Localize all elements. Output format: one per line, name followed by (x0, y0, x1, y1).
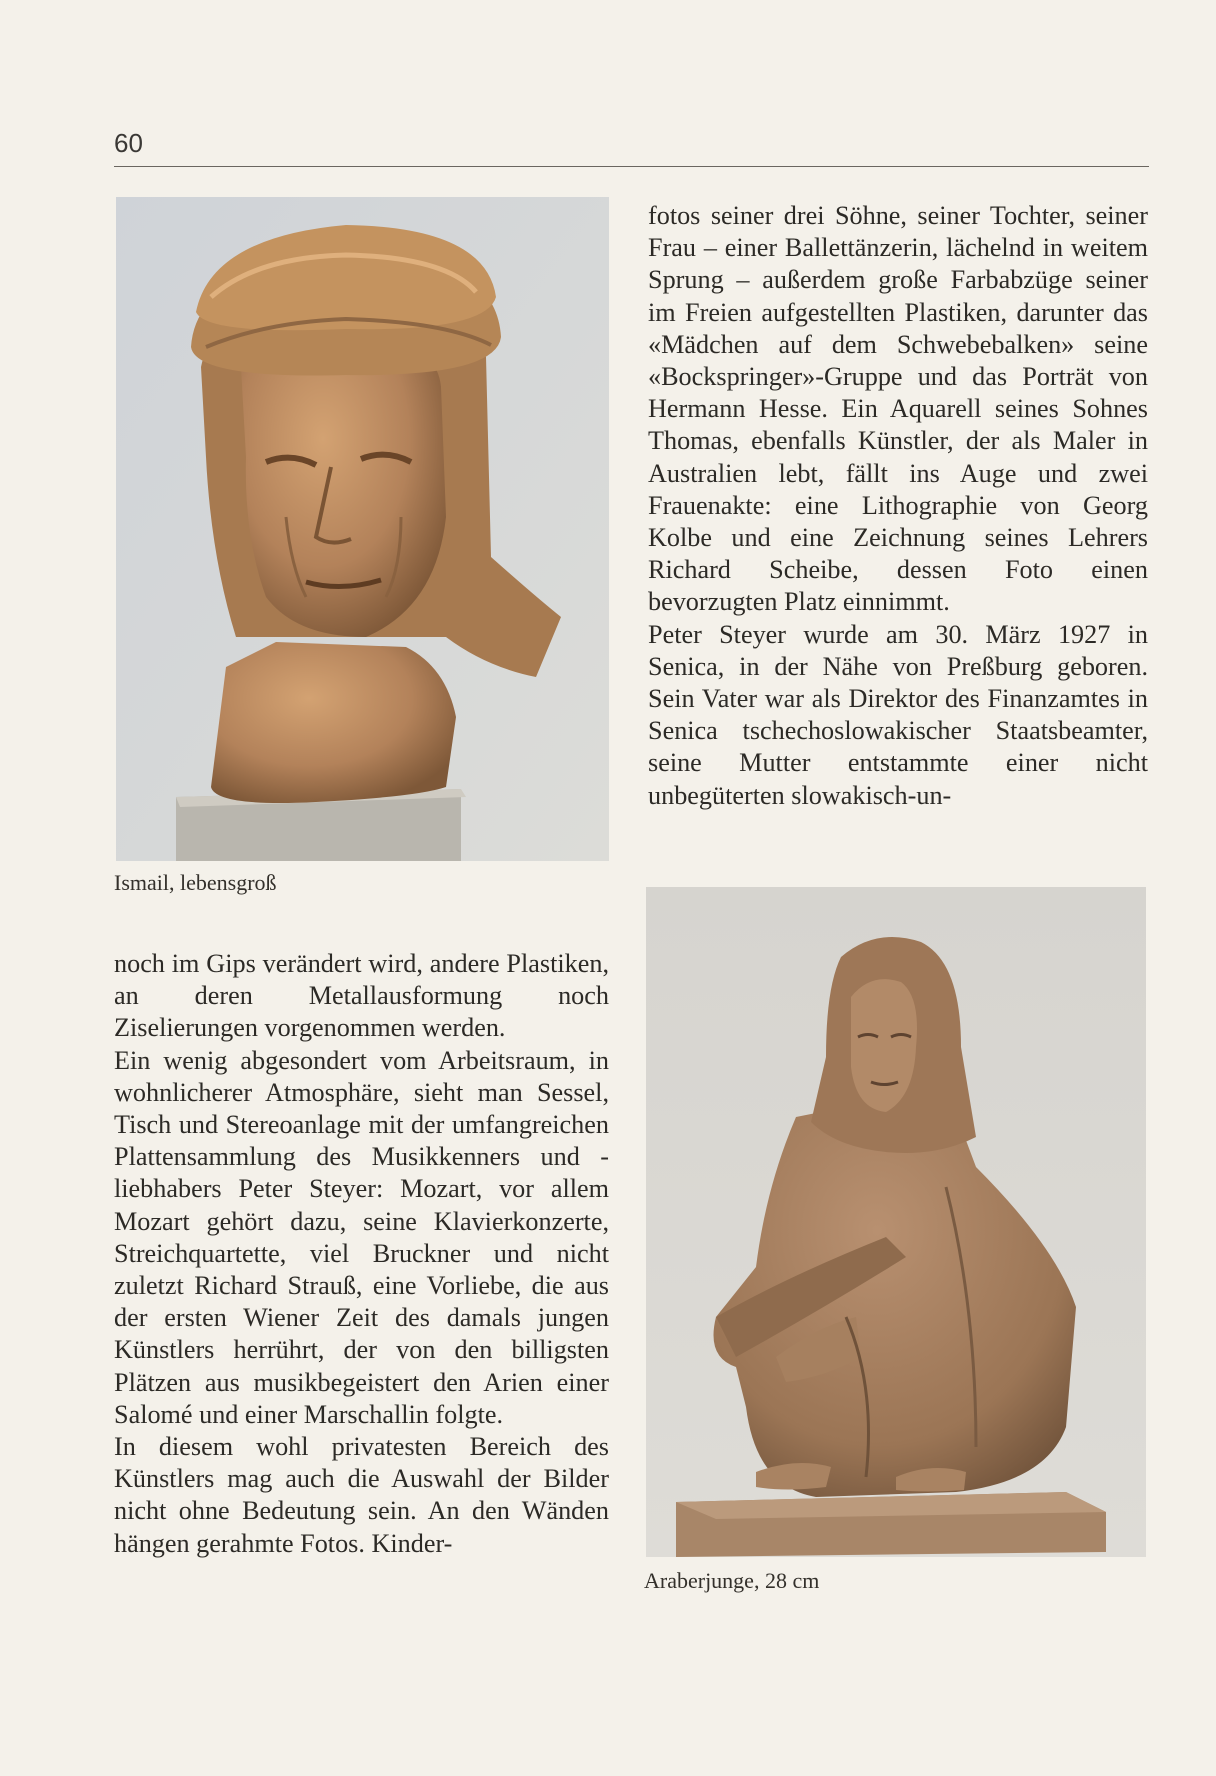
header-rule (114, 166, 1149, 167)
bust-sculpture-photo-icon (116, 197, 609, 861)
paragraph: Peter Steyer wurde am 30. März 1927 in Senica, in der Nähe von Preßburg geboren. Sein Vater war als Direktor des Finanzamtes in Senica tschechoslowakischer Staatsbeamter, seine Mutter entstammte einer nicht unbegüterten slowakisch-un- (648, 619, 1148, 810)
left-text-column (114, 948, 609, 1560)
seated-figure-sculpture-photo-icon (646, 887, 1146, 1557)
paragraph: fotos seiner drei Söhne, seiner Tochter, seiner Frau – einer Ballettänzerin, lächelnd in weitem Sprung – außerdem große Farbabzüge seiner im Freien aufgestellten Plastiken, darunter das «Mädchen auf dem Schwebebalken» seine «Bockspringer»-Gruppe und das Porträt von Hermann Hesse. Ein Aquarell seines Sohnes Thomas, ebenfalls Künstler, der als Maler in Australien lebt, fällt ins Auge und zwei Frauenakte: eine Lithographie von Georg Kolbe und eine Zeichnung seines Lehrers Richard Scheibe, dessen Foto einen bevorzugten Platz einnimmt. (648, 201, 1148, 617)
paragraph: In diesem wohl privatesten Bereich des Künstlers mag auch die Auswahl der Bilder nicht ohne Bedeutung sein. An den Wänden hängen gerahmte Fotos. Kinder- (114, 1432, 609, 1558)
figure-caption: Ismail, lebensgroß (114, 870, 277, 895)
paragraph: noch im Gips verändert wird, andere Plastiken, an deren Metallausformung noch Ziselierungen vorgenommen werden. (114, 949, 609, 1043)
paragraph: Ein wenig abgesondert vom Arbeitsraum, in wohnlicherer Atmosphäre, sieht man Sessel, Tisch und Stereoanlage mit der umfangreichen Plattensammlung des Musikkenners und -liebhabers Peter Steyer: Mozart, vor allem Mozart gehört dazu, seine Klavierkonzerte, Streichquartette, viel Bruckner und nicht zuletzt Richard Strauß, eine Vorliebe, die aus der ersten Wiener Zeit des damals jungen Künstlers herrührt, der von den billigsten Plätzen aus musikbegeistert den Arien einer Salomé und einer Marschallin folgte. (114, 1045, 609, 1429)
figure-caption: Araberjunge, 28 cm (644, 1568, 820, 1593)
figure-ismail-bust (116, 197, 609, 861)
right-text-column (648, 200, 1148, 812)
page-number: 60 (114, 128, 143, 158)
figure-araberjunge (646, 887, 1146, 1557)
